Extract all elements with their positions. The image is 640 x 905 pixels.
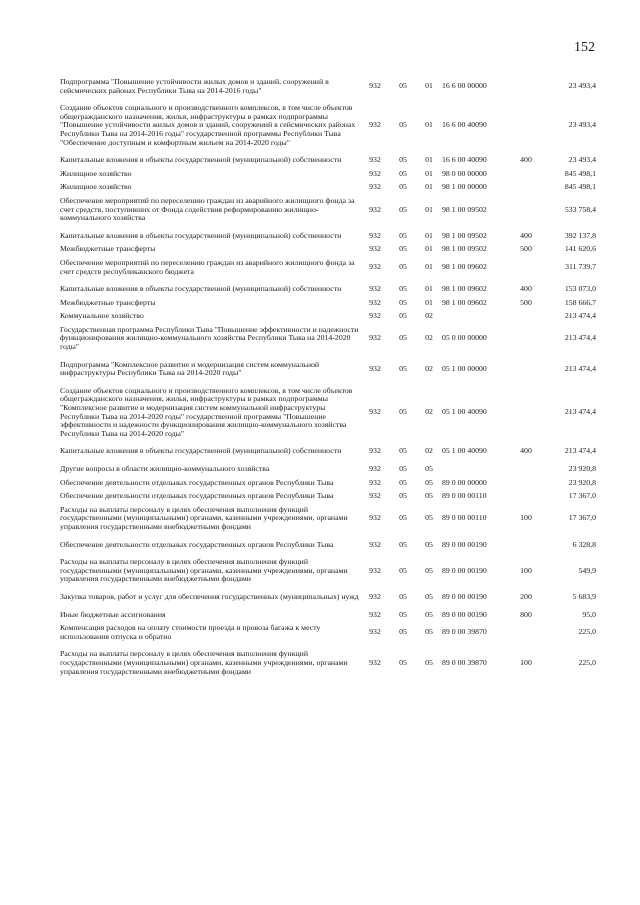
table-row <box>60 624 596 650</box>
row-name: Капитальные вложения в объекты государственной (муниципальной) собственности <box>60 284 342 294</box>
row-target-article: 89 0 00 00000 <box>442 477 487 487</box>
row-target-article: 98 1 00 09502 <box>442 204 487 214</box>
row-admin-code: 932 <box>369 609 381 619</box>
row-admin-code: 932 <box>369 297 381 307</box>
row-section-code: 05 <box>399 609 407 619</box>
row-expense-type <box>514 104 538 156</box>
row-expense-type <box>514 361 538 387</box>
row-section-code: 05 <box>399 591 407 601</box>
row-target-article: 98 1 00 09602 <box>442 262 487 272</box>
table-row <box>60 447 596 465</box>
row-expense-type: 400 <box>520 284 532 294</box>
row-target-article <box>442 465 514 479</box>
row-name: Подпрограмма "Повышение устойчивости жилых домов и зданий, сооружений в сейсмических районах Республики Тыва на 2014-2016 годы" <box>60 77 329 95</box>
row-admin-code: 932 <box>369 513 381 523</box>
row-target-article: 05 1 00 00000 <box>442 363 487 373</box>
row-admin-code: 932 <box>369 311 381 321</box>
row-amount: 23 920,8 <box>568 464 596 473</box>
row-admin-code: 932 <box>369 627 381 637</box>
row-admin-code: 932 <box>369 591 381 601</box>
row-target-article: 89 0 00 39870 <box>442 627 487 637</box>
table-row <box>60 326 596 361</box>
row-target-article: 16 6 00 00000 <box>442 81 487 91</box>
row-section-code: 05 <box>399 230 407 240</box>
row-expense-type <box>514 326 538 361</box>
row-target-article: 89 0 00 00110 <box>442 513 487 523</box>
row-name: Жилищное хозяйство <box>60 168 132 178</box>
row-expense-type <box>514 183 538 197</box>
row-subsection-code: 01 <box>425 81 433 91</box>
row-expense-type: 100 <box>520 657 532 667</box>
row-target-article: 98 0 00 00000 <box>442 168 487 178</box>
row-name: Закупка товаров, работ и услуг для обеспечения государственных (муниципальных) нужд <box>60 591 359 601</box>
row-expense-type <box>514 541 538 559</box>
row-subsection-code: 01 <box>425 120 433 130</box>
table-row <box>60 285 596 299</box>
row-target-article: 05 1 00 40090 <box>442 446 487 456</box>
row-amount: 845 498,1 <box>564 182 596 192</box>
row-expense-type <box>514 197 538 232</box>
row-amount: 845 498,1 <box>564 168 596 178</box>
row-admin-code: 932 <box>369 120 381 130</box>
row-admin-code: 932 <box>369 491 381 501</box>
row-target-article: 98 1 00 09602 <box>442 297 487 307</box>
row-subsection-code: 01 <box>425 204 433 214</box>
row-name: Межбюджетные трансферты <box>60 297 156 307</box>
row-amount: 17 367,0 <box>568 513 596 523</box>
row-name: Государственная программа Республики Тыва "Повышение эффективности и надежности функционирования жилищно-коммунального хозяйства Республики Тыва на 2014-2020 годы" <box>60 324 359 352</box>
table-row <box>60 506 596 541</box>
budget-table <box>60 78 596 681</box>
row-amount: 95,0 <box>582 609 596 619</box>
row-amount: 225,0 <box>578 657 596 667</box>
row-name: Межбюджетные трансферты <box>60 244 156 254</box>
row-amount: 549,9 <box>578 565 596 575</box>
row-amount: 5 683,9 <box>572 591 596 601</box>
table-row <box>60 558 596 593</box>
row-target-article: 89 0 00 00190 <box>442 565 487 575</box>
row-target-article: 05 1 00 40090 <box>442 407 487 417</box>
row-amount: 23 493,4 <box>568 81 596 91</box>
row-expense-type <box>514 387 538 448</box>
row-expense-type: 400 <box>520 155 532 165</box>
row-section-code: 05 <box>399 491 407 501</box>
row-expense-type <box>514 624 538 650</box>
row-admin-code: 932 <box>369 407 381 417</box>
row-amount: 311 739,7 <box>565 262 596 272</box>
row-amount: 23 493,4 <box>568 120 596 130</box>
row-target-article: 89 0 00 00110 <box>442 491 487 501</box>
row-subsection-code: 05 <box>425 591 433 601</box>
row-target-article: 98 1 00 09502 <box>442 244 487 254</box>
row-name: Другие вопросы в области жилищно-коммунального хозяйства <box>60 464 270 473</box>
row-name: Подпрограмма "Комплексное развитие и модернизация систем коммунальной инфраструктуры Республики Тыва на 2014-2020 годы" <box>60 359 320 378</box>
row-admin-code: 932 <box>369 244 381 254</box>
table-row <box>60 492 596 506</box>
row-admin-code: 932 <box>369 657 381 667</box>
row-amount: 158 666,7 <box>564 297 596 307</box>
table-row <box>60 259 596 285</box>
row-name: Расходы на выплаты персоналу в целях обеспечения выполнения функций государственными (муниципальными) органами, казенными учреждениями, органами управления государственными внебюджетными фондами <box>60 504 348 531</box>
table-row <box>60 361 596 387</box>
row-expense-type: 500 <box>520 244 532 254</box>
row-expense-type: 500 <box>520 297 532 307</box>
table-row <box>60 245 596 259</box>
row-amount: 153 073,0 <box>564 284 596 294</box>
row-expense-type <box>514 312 538 326</box>
row-admin-code: 932 <box>369 155 381 165</box>
row-subsection-code: 01 <box>425 244 433 254</box>
row-expense-type <box>514 170 538 184</box>
table-row <box>60 593 596 611</box>
table-row <box>60 232 596 246</box>
row-admin-code: 932 <box>369 477 381 487</box>
table-row <box>60 312 596 326</box>
row-admin-code: 932 <box>369 446 381 456</box>
row-section-code: 05 <box>399 311 407 321</box>
table-row <box>60 650 596 681</box>
row-subsection-code: 01 <box>425 168 433 178</box>
row-amount: 141 620,6 <box>564 244 596 254</box>
row-name: Обеспечение мероприятий по переселению граждан из аварийного жилищного фонда за счет средств, поступивших от Фонда содействия реформированию жилищно-коммунального хозяйства <box>60 195 355 223</box>
row-expense-type: 200 <box>520 591 532 601</box>
table-row <box>60 387 596 448</box>
row-name: Жилищное хозяйство <box>60 182 132 192</box>
table-row <box>60 183 596 197</box>
table-row <box>60 197 596 232</box>
row-amount: 213 474,4 <box>564 333 596 343</box>
row-amount: 213 474,4 <box>564 363 596 373</box>
row-amount: 23 920,8 <box>568 477 596 487</box>
row-section-code: 05 <box>399 81 407 91</box>
row-subsection-code: 05 <box>425 565 433 575</box>
row-subsection-code: 05 <box>425 627 433 637</box>
row-admin-code: 932 <box>369 565 381 575</box>
table-row <box>60 170 596 184</box>
row-amount: 213 474,4 <box>564 407 596 417</box>
row-amount: 213 474,4 <box>564 311 596 321</box>
row-subsection-code: 01 <box>425 262 433 272</box>
row-section-code: 05 <box>399 297 407 307</box>
row-name: Обеспечение мероприятий по переселению граждан из аварийного жилищного фонда за счет средств республиканского бюджета <box>60 257 355 276</box>
row-expense-type <box>514 465 538 479</box>
row-subsection-code: 05 <box>425 491 433 501</box>
row-name: Коммунальное хозяйство <box>60 311 144 321</box>
row-name: Создание объектов социального и производственного комплексов, в том числе объектов общегражданского назначения, жилья, инфраструктуры в рамках подпрограммы "Повышение устойчивости жилых домов и зданий, сооружений в сейсмических районах Республики Тыва на 2014-2016 годы" государственной программы Республики Тыва "Обеспечение доступным и комфортным жильем на 2014-2020 годы" <box>60 103 356 147</box>
row-name: Иные бюджетные ассигнования <box>60 609 166 619</box>
row-section-code: 05 <box>399 204 407 214</box>
row-admin-code: 932 <box>369 262 381 272</box>
row-target-article: 89 0 00 39870 <box>442 657 487 667</box>
row-section-code: 05 <box>399 627 407 637</box>
row-section-code: 05 <box>399 182 407 192</box>
row-target-article: 89 0 00 00190 <box>442 539 487 549</box>
row-section-code: 05 <box>399 477 407 487</box>
row-expense-type: 100 <box>520 565 532 575</box>
row-name: Обеспечение деятельности отдельных государственных органов Республики Тыва <box>60 539 334 549</box>
row-subsection-code: 01 <box>425 155 433 165</box>
table-row <box>60 104 596 156</box>
page-number: 152 <box>574 40 595 55</box>
row-amount: 225,0 <box>578 627 596 637</box>
row-section-code: 05 <box>399 513 407 523</box>
row-subsection-code: 02 <box>425 311 433 321</box>
row-subsection-code: 05 <box>425 464 433 473</box>
row-section-code: 05 <box>399 244 407 254</box>
row-subsection-code: 02 <box>425 363 433 373</box>
row-amount: 23 493,4 <box>568 155 596 165</box>
row-name: Обеспечение деятельности отдельных государственных органов Республики Тыва <box>60 491 334 501</box>
row-admin-code: 932 <box>369 284 381 294</box>
row-target-article: 98 1 00 09602 <box>442 284 487 294</box>
budget-table-body <box>60 78 596 681</box>
row-admin-code: 932 <box>369 230 381 240</box>
row-section-code: 05 <box>399 446 407 456</box>
row-subsection-code: 02 <box>425 446 433 456</box>
table-row <box>60 156 596 170</box>
row-name: Создание объектов социального и производственного комплексов, в том числе объектов общегражданского назначения, жилья, инфраструктуры в рамках подпрограммы "Комплексное развитие и модернизация систем коммунальной инфраструктуры Республики Тыва на 2014-2020 годы" государственной программы "Повышение эффективности и надежности функционирования жилищно-коммунального хозяйства Республики Тыва на 2014-2020 годы" <box>60 385 353 438</box>
row-admin-code: 932 <box>369 81 381 91</box>
row-section-code: 05 <box>399 284 407 294</box>
row-admin-code: 932 <box>369 464 381 473</box>
row-section-code: 05 <box>399 363 407 373</box>
row-expense-type <box>514 492 538 506</box>
row-name: Капитальные вложения в объекты государственной (муниципальной) собственности <box>60 155 342 165</box>
row-subsection-code: 05 <box>425 657 433 667</box>
row-target-article: 89 0 00 00190 <box>442 609 487 619</box>
row-amount: 533 758,4 <box>564 204 596 214</box>
row-expense-type: 800 <box>520 609 532 619</box>
row-amount: 213 474,4 <box>564 446 596 456</box>
row-subsection-code: 01 <box>425 284 433 294</box>
row-section-code: 05 <box>399 155 407 165</box>
row-subsection-code: 02 <box>425 333 433 343</box>
row-expense-type <box>514 259 538 285</box>
row-admin-code: 932 <box>369 182 381 192</box>
row-name: Расходы на выплаты персоналу в целях обеспечения выполнения функций государственными (муниципальными) органами, казенными учреждениями, органами управления государственными внебюджетными фондами <box>60 557 348 584</box>
row-amount: 392 137,8 <box>564 230 596 240</box>
row-name: Компенсация расходов на оплату стоимости проезда и провоза багажа к месту использования отпуска и обратно <box>60 623 321 641</box>
row-target-article <box>442 312 514 326</box>
row-expense-type: 400 <box>520 230 532 240</box>
row-subsection-code: 01 <box>425 297 433 307</box>
row-name: Капитальные вложения в объекты государственной (муниципальной) собственности <box>60 230 342 240</box>
row-subsection-code: 05 <box>425 513 433 523</box>
row-amount: 6 328,8 <box>572 539 596 549</box>
row-admin-code: 932 <box>369 333 381 343</box>
table-row <box>60 541 596 559</box>
row-amount: 17 367,0 <box>568 491 596 501</box>
row-section-code: 05 <box>399 539 407 549</box>
row-expense-type <box>514 479 538 493</box>
row-name: Обеспечение деятельности отдельных государственных органов Республики Тыва <box>60 477 334 487</box>
row-target-article: 16 6 00 40090 <box>442 155 487 165</box>
row-subsection-code: 05 <box>425 539 433 549</box>
row-section-code: 05 <box>399 333 407 343</box>
row-admin-code: 932 <box>369 168 381 178</box>
table-row <box>60 611 596 625</box>
table-row <box>60 78 596 104</box>
row-target-article: 98 1 00 00000 <box>442 182 487 192</box>
row-admin-code: 932 <box>369 539 381 549</box>
row-target-article: 98 1 00 09502 <box>442 230 487 240</box>
row-section-code: 05 <box>399 464 407 473</box>
row-subsection-code: 01 <box>425 230 433 240</box>
row-expense-type: 400 <box>520 446 532 456</box>
row-admin-code: 932 <box>369 204 381 214</box>
row-admin-code: 932 <box>369 363 381 373</box>
row-expense-type <box>514 78 538 104</box>
row-name: Расходы на выплаты персоналу в целях обеспечения выполнения функций государственными (муниципальными) органами, казенными учреждениями, органами управления государственными внебюджетными фондами <box>60 649 348 676</box>
row-subsection-code: 02 <box>425 407 433 417</box>
table-row <box>60 299 596 313</box>
row-target-article: 05 0 00 00000 <box>442 333 487 343</box>
row-section-code: 05 <box>399 120 407 130</box>
row-section-code: 05 <box>399 657 407 667</box>
row-name: Капитальные вложения в объекты государственной (муниципальной) собственности <box>60 446 342 456</box>
row-target-article: 89 0 00 00190 <box>442 591 487 601</box>
row-section-code: 05 <box>399 168 407 178</box>
row-expense-type: 100 <box>520 513 532 523</box>
row-subsection-code: 01 <box>425 182 433 192</box>
row-subsection-code: 05 <box>425 609 433 619</box>
table-row <box>60 465 596 479</box>
row-section-code: 05 <box>399 407 407 417</box>
row-target-article: 16 6 00 40090 <box>442 120 487 130</box>
row-section-code: 05 <box>399 565 407 575</box>
table-row <box>60 479 596 493</box>
row-section-code: 05 <box>399 262 407 272</box>
row-subsection-code: 05 <box>425 477 433 487</box>
